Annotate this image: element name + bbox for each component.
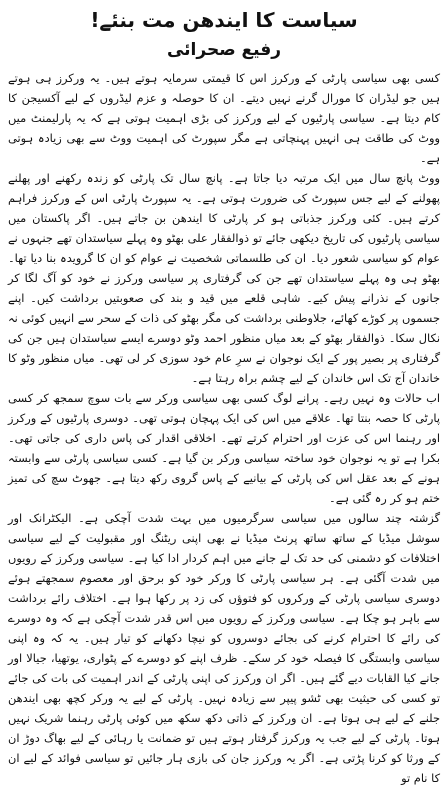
article-paragraph: ووٹ پانچ سال میں ایک مرتبہ دیا جاتا ہے۔ پانچ سال تک پارٹی کو زندہ رکھنے اور پھلنے پھولنے کے لیے جس سپورٹ کی ضرورت ہوتی ہے۔ یہ سپورٹ پارٹی اس کے ورکرز فراہم کرتے ہیں۔ کئی ورکرز جذباتی ہو کر پارٹی کا ایندھن بن جاتے ہیں۔ اگر پاکستان میں سیاسی پارٹیوں کی تاریخ دیکھی جائے تو ذوالفقار علی بھٹو وہ پہلے سیاستدان تھے جنہوں نے عوام کو سیاسی شعور دیا۔ ان کی طلسماتی شخصیت نے عوام کو ان کا گرویدہ بنا دیا تھا۔ بھٹو ہی وہ پہلے سیاستدان تھے جن کی گرفتاری پر سیاسی ورکرز نے خود کو آگ لگا کر جانوں کے نذرانے پیش کیے۔ شاہی قلعے میں قید و بند کی صعوبتیں برداشت کیں۔ اپنے جسموں پر کوڑے کھائے، جلاوطنی برداشت کی مگر بھٹو کی ذات کے سحر سے انہیں کوئی نہ نکال سکا۔ ذوالفقار بھٹو کے بعد میاں منظور احمد وٹو دوسرے ایسے سیاستدان ہیں جن کی گرفتاری پر بصیر پور کے ایک نوجوان نے سرِ عام خود سوزی کر لی تھی۔ میاں منظور وٹو کا خاندان آج تک اس خاندان کے لیے چشم براہ رہتا ہے۔ bbox=[8, 171, 440, 385]
article-author: رفیع صحرائی bbox=[166, 40, 282, 60]
article-body bbox=[8, 68, 440, 788]
article-paragraph: گزشتہ چند سالوں میں سیاسی سرگرمیوں میں بہت شدت آچکی ہے۔ الیکٹرانک اور سوشل میڈیا کے ساتھ ساتھ پرنٹ میڈیا نے بھی اپنی ریٹنگ اور مقبولیت کے لیے سیاسی اختلافات کو دشمنی کی حد تک لے جانے میں اہم کردار ادا کیا ہے۔ سیاسی ورکرز کے رویوں میں شدت آگئی ہے۔ ہر سیاسی پارٹی کا ورکر خود کو برحق اور معصوم سمجھتے ہوئے دوسری سیاسی پارٹی کے ورکروں کو فتوؤں کی زد پر رکھا ہوا ہے۔ اختلاف رائے برداشت سے باہر ہو چکا ہے۔ سیاسی ورکرز کے رویوں میں اس قدر شدت آچکی ہے کہ وہ دوسرے کی رائے کا احترام کرنے کی بجائے دوسروں کو نیچا دکھانے کو تیار ہیں۔ یہ کہ وہ اپنی سیاسی وابستگی کا فیصلہ خود کر سکے۔ ظرف اپنے کو دوسرے کے پٹواری، یوتھیا، جیالا اور جانے کیا القابات دیے گئے ہیں۔ اگر ان ورکرز کی اپنی پارٹی کے اندر اہمیت کی بات کی جائے تو کسی کی حیثیت بھی ٹشو پیپر سے زیادہ نہیں۔ پارٹی کے لیے یہ ورکر کچھ بھی ایندھن جلنے کے لیے ہی ہوتا ہے۔ ان ورکرز کے ذاتی دکھ سکھ میں کوئی پارٹی رہنما شریک نہیں ہوتا۔ پارٹی کے لیے جب یہ ورکرز گرفتار ہوتے ہیں تو ضمانت یا رہائی کے لیے بھاگ دوڑ ان کے ورثا کو کرنا پڑتی ہے۔ اگر یہ ورکرز جان کی بازی ہار جائیں تو سیاسی فوائد کے لیے ان کا نام تو bbox=[8, 511, 440, 785]
article-headline: سیاست کا ایندھن مت بنئے! bbox=[90, 8, 358, 32]
article-paragraph: کسی بھی سیاسی پارٹی کے ورکرز اس کا قیمتی سرمایہ ہوتے ہیں۔ یہ ورکرز ہی ہوتے ہیں جو لیڈران کا مورال گرنے نہیں دیتے۔ ان کا حوصلہ و عزم لیڈروں کے لیے آکسیجن کا کام دیتا ہے۔ سیاسی پارٹیوں کے لیے ورکرز کی بڑی اہمیت ہوتی ہے کہ یہ پارلیمنٹ میں ووٹ کی طاقت ہی انہیں پہنچاتی ہے مگر سپورٹ کی اہمیت ووٹ سے بھی زیادہ ہوتی ہے۔ bbox=[8, 71, 440, 165]
article-paragraph: اب حالات وہ نہیں رہے۔ پرانے لوگ کسی بھی سیاسی ورکر سے بات سوچ سمجھ کر کسی پارٹی کا حصہ بنتا تھا۔ علاقے میں اس کی ایک پہچان ہوتی تھی۔ دوسری پارٹیوں کے ورکرز اور رہنما اس کی عزت اور احترام کرتے تھے۔ اخلاقی اقدار کی پاس داری کی جاتی تھی۔ بکرا ہے تو یہ نوجوان خود ساختہ سیاسی ورکر بن گیا ہے۔ کسی سیاسی پارٹی سے وابستہ ہونے کے بعد عقل اس کی پارٹی کے بیانیے کے پاس گروی رکھ دیتا ہے۔ جھوٹ سچ کی تمیز ختم ہو کر رہ گئی ہے۔ bbox=[8, 391, 440, 505]
